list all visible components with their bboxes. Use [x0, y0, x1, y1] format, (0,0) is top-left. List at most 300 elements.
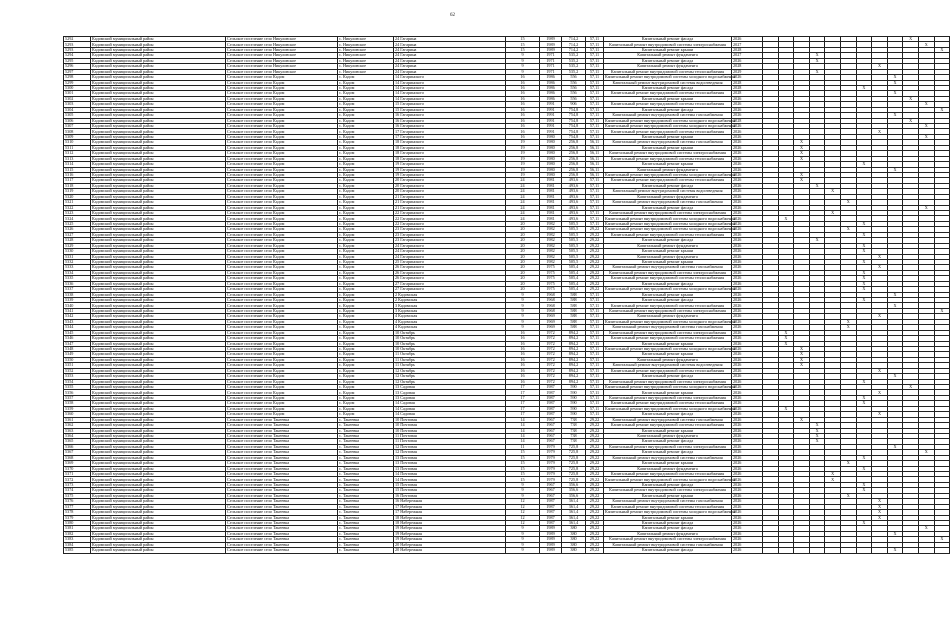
- rate-cell: 57,11: [586, 107, 604, 112]
- row-number: 5344: [64, 325, 91, 330]
- locality-cell: с. Танеевка: [338, 428, 394, 433]
- street-cell: 18 Гагаринского: [394, 145, 506, 150]
- total-area-cell: 256,8: [562, 156, 586, 161]
- total-area-cell: 361,4: [562, 504, 586, 509]
- rate-cell: 29,22: [586, 526, 604, 531]
- mark-cell: X: [856, 287, 872, 292]
- rate-cell: 29,22: [586, 548, 604, 553]
- rate-cell: 29,22: [586, 477, 604, 482]
- locality-cell: с. Кадом: [338, 107, 394, 112]
- mark-cell: X: [918, 526, 934, 531]
- locality-cell: с. Кадом: [338, 145, 394, 150]
- street-cell: 20 Гагаринского: [394, 189, 506, 194]
- row-number: 5320: [64, 194, 91, 199]
- row-number: 5334: [64, 270, 91, 275]
- street-cell: 14 Садовая: [394, 401, 506, 406]
- district-cell: Кадомский муниципальный район: [91, 124, 226, 129]
- settlement-cell: Сельское поселение село Танеевка: [226, 433, 338, 438]
- plan-year-cell: 2026: [732, 75, 763, 80]
- plan-year-cell: 2026: [732, 406, 763, 411]
- work-type-cell: Капитальный ремонт крыши: [604, 47, 732, 52]
- plan-year-cell: 2026: [732, 178, 763, 183]
- street-cell: 19 Набережная: [394, 531, 506, 536]
- street-cell: 2 Кадомская: [394, 292, 506, 297]
- work-type-cell: Капитальный ремонт внутридомовой системы электроснабжения: [604, 379, 732, 384]
- row-number: 5316: [64, 172, 91, 177]
- rate-cell: 29,22: [586, 542, 604, 547]
- plan-year-cell: 2026: [732, 183, 763, 188]
- plan-year-cell: 2026: [732, 243, 763, 248]
- district-cell: Кадомский муниципальный район: [91, 75, 226, 80]
- street-cell: 24 Гагарина: [394, 58, 506, 63]
- street-cell: 26 Гагаринского: [394, 270, 506, 275]
- year-cell: 1982: [540, 221, 562, 226]
- plan-year-cell: 2026: [732, 488, 763, 493]
- settlement-cell: Сельское поселение село Кадом: [226, 243, 338, 248]
- mark-cell: X: [778, 406, 794, 411]
- mark-cell: X: [872, 510, 888, 515]
- district-cell: Кадомский муниципальный район: [91, 205, 226, 210]
- rate-cell: 57,11: [586, 336, 604, 341]
- area-cell: 24: [506, 189, 540, 194]
- work-type-cell: Капитальный ремонт фасада: [604, 205, 732, 210]
- row-number: 5384: [64, 542, 91, 547]
- plan-year-cell: 2026: [732, 281, 763, 286]
- street-cell: 14 Почтовая: [394, 472, 506, 477]
- rate-cell: 29,22: [586, 232, 604, 237]
- street-cell: 15 Гагаринского: [394, 107, 506, 112]
- year-cell: 1991: [540, 124, 562, 129]
- work-type-cell: Капитальный ремонт фундамента: [604, 466, 732, 471]
- work-type-cell: Капитальный ремонт фасада: [604, 412, 732, 417]
- work-type-cell: Капитальный ремонт внутридомовой системы электроснабжения: [604, 308, 732, 313]
- work-type-cell: Капитальный ремонт внутридомовой системы электроснабжения: [604, 488, 732, 493]
- area-cell: 24: [506, 205, 540, 210]
- rate-cell: 29,22: [586, 504, 604, 509]
- total-area-cell: 588: [562, 303, 586, 308]
- rate-cell: 29,22: [586, 537, 604, 542]
- district-cell: Кадомский муниципальный район: [91, 346, 226, 351]
- total-area-cell: 361,4: [562, 510, 586, 515]
- plan-year-cell: 2026: [732, 211, 763, 216]
- settlement-cell: Сельское поселение село Кадом: [226, 406, 338, 411]
- mark-cell: [840, 548, 856, 553]
- settlement-cell: Сельское поселение село Кадом: [226, 390, 338, 395]
- area-cell: 20: [506, 238, 540, 243]
- total-area-cell: 356,6: [562, 488, 586, 493]
- year-cell: 1982: [540, 259, 562, 264]
- total-area-cell: 493,6: [562, 194, 586, 199]
- locality-cell: с. Кадом: [338, 276, 394, 281]
- district-cell: Кадомский муниципальный район: [91, 401, 226, 406]
- street-cell: 10 Октябрь: [394, 346, 506, 351]
- rate-cell: 29,22: [586, 270, 604, 275]
- year-cell: 1972: [540, 346, 562, 351]
- settlement-cell: Сельское поселение село Кадом: [226, 325, 338, 330]
- plan-year-cell: 2026: [732, 472, 763, 477]
- district-cell: Кадомский муниципальный район: [91, 488, 226, 493]
- row-number: 5302: [64, 96, 91, 101]
- mark-cell: X: [856, 85, 872, 90]
- street-cell: 24 Гагарина: [394, 47, 506, 52]
- street-cell: 24 Гагаринского: [394, 243, 506, 248]
- plan-year-cell: 2026: [732, 390, 763, 395]
- total-area-cell: 894,2: [562, 357, 586, 362]
- settlement-cell: Сельское поселение село Кадом: [226, 303, 338, 308]
- mark-cell: [934, 548, 950, 553]
- locality-cell: с. Кадом: [338, 189, 394, 194]
- work-type-cell: Капитальный ремонт внутридомовой системы холодного водоснабжения: [605, 74, 736, 80]
- work-type-cell: Капитальный ремонт внутридомовой системы холодного водоснабжения: [605, 384, 736, 390]
- area-cell: 12: [506, 504, 540, 509]
- plan-year-cell: 2026: [732, 433, 763, 438]
- mark-cell: X: [856, 395, 872, 400]
- total-area-cell: 725,8: [562, 450, 586, 455]
- year-cell: 1981: [540, 211, 562, 216]
- year-cell: 1975: [540, 270, 562, 275]
- locality-cell: с. Кадом: [338, 211, 394, 216]
- district-cell: Кадомский муниципальный район: [91, 64, 226, 69]
- district-cell: Кадомский муниципальный район: [91, 520, 226, 525]
- plan-year-cell: 2026: [732, 537, 763, 542]
- work-type-cell: Капитальный ремонт крыши: [604, 515, 732, 520]
- settlement-cell: Сельское поселение село Кадом: [226, 75, 338, 80]
- work-type-cell: Капитальный ремонт крыши: [604, 96, 732, 101]
- locality-cell: с. Кадом: [338, 406, 394, 411]
- locality-cell: с. Кадом: [338, 265, 394, 270]
- locality-cell: с. Танеевка: [338, 455, 394, 460]
- district-cell: Кадомский муниципальный район: [91, 178, 226, 183]
- area-cell: 16: [506, 129, 540, 134]
- street-cell: 19 Набережная: [394, 537, 506, 542]
- total-area-cell: 754,8: [562, 129, 586, 134]
- work-type-cell: Капитальный ремонт фасада: [604, 520, 732, 525]
- mark-cell: X: [856, 232, 872, 237]
- table-body: [64, 37, 950, 554]
- mark-cell: X: [809, 53, 825, 58]
- mark-cell: X: [887, 444, 903, 449]
- area-cell: 15: [506, 461, 540, 466]
- total-area-cell: 361,4: [562, 515, 586, 520]
- total-area-cell: 361,4: [562, 499, 586, 504]
- settlement-cell: Сельское поселение село Танеевка: [226, 428, 338, 433]
- rate-cell: 29,22: [586, 276, 604, 281]
- total-area-cell: 714,2: [562, 42, 586, 47]
- locality-cell: с. Никуловское: [338, 64, 394, 69]
- district-cell: Кадомский муниципальный район: [91, 172, 226, 177]
- total-area-cell: 493,6: [562, 200, 586, 205]
- area-cell: 20: [506, 270, 540, 275]
- year-cell: 1968: [540, 298, 562, 303]
- mark-cell: X: [856, 455, 872, 460]
- locality-cell: с. Кадом: [338, 129, 394, 134]
- district-cell: Кадомский муниципальный район: [91, 69, 226, 74]
- mark-cell: X: [856, 520, 872, 525]
- settlement-cell: Сельское поселение село Кадом: [226, 172, 338, 177]
- area-cell: 16: [506, 96, 540, 101]
- district-cell: Кадомский муниципальный район: [91, 368, 226, 373]
- district-cell: Кадомский муниципальный район: [91, 325, 226, 330]
- row-number: 5362: [64, 423, 91, 428]
- work-type-cell: Капитальный ремонт фундамента: [604, 243, 732, 248]
- area-cell: 17: [506, 395, 540, 400]
- settlement-cell: Сельское поселение село Кадом: [226, 140, 338, 145]
- locality-cell: с. Кадом: [338, 172, 394, 177]
- mark-cell: X: [872, 254, 888, 259]
- district-cell: Кадомский муниципальный район: [91, 406, 226, 411]
- plan-year-cell: 2026: [732, 428, 763, 433]
- street-cell: 10 Почтовая: [394, 423, 506, 428]
- mark-cell: X: [872, 129, 888, 134]
- area-cell: 16: [506, 357, 540, 362]
- row-number: 5326: [64, 227, 91, 232]
- total-area-cell: 493,6: [562, 189, 586, 194]
- row-number: 5350: [64, 357, 91, 362]
- area-cell: 12: [506, 499, 540, 504]
- area-cell: 16: [506, 102, 540, 107]
- locality-cell: с. Кадом: [338, 80, 394, 85]
- plan-year-cell: 2026: [732, 189, 763, 194]
- year-cell: 1967: [540, 482, 562, 487]
- year-cell: 1989: [540, 47, 562, 52]
- district-cell: Кадомский муниципальный район: [91, 194, 226, 199]
- district-cell: Кадомский муниципальный район: [91, 412, 226, 417]
- work-type-cell: Капитальный ремонт внутридомовой системы теплоснабжения: [604, 232, 732, 237]
- street-cell: 4 Кадомская: [394, 319, 506, 324]
- area-cell: 14: [506, 433, 540, 438]
- work-type-cell: Капитальный ремонт внутридомовой системы водоотведения: [604, 363, 732, 368]
- plan-year-cell: 2026: [732, 346, 763, 351]
- settlement-cell: Сельское поселение село Кадом: [226, 270, 338, 275]
- work-type-cell: Капитальный ремонт фундамента: [604, 64, 732, 69]
- work-type-cell: Капитальный ремонт внутридомовой системы холодного водоснабжения: [605, 226, 736, 232]
- work-type-cell: Капитальный ремонт внутридомовой системы теплоснабжения: [604, 129, 732, 134]
- plan-year-cell: 2026: [732, 314, 763, 319]
- plan-year-cell: 2026: [732, 292, 763, 297]
- district-cell: Кадомский муниципальный район: [91, 162, 226, 167]
- district-cell: Кадомский муниципальный район: [91, 232, 226, 237]
- total-area-cell: 894,2: [562, 330, 586, 335]
- settlement-cell: Сельское поселение село Кадом: [226, 134, 338, 139]
- total-area-cell: 256,8: [562, 167, 586, 172]
- district-cell: Кадомский муниципальный район: [91, 298, 226, 303]
- district-cell: Кадомский муниципальный район: [91, 352, 226, 357]
- settlement-cell: Сельское поселение село Кадом: [226, 249, 338, 254]
- mark-cell: X: [872, 515, 888, 520]
- settlement-cell: Сельское поселение село Кадом: [226, 80, 338, 85]
- row-number: 5312: [64, 151, 91, 156]
- year-cell: 1975: [540, 276, 562, 281]
- locality-cell: с. Кадом: [338, 194, 394, 199]
- area-cell: 24: [506, 178, 540, 183]
- street-cell: 20 Гагаринского: [394, 183, 506, 188]
- area-cell: 9: [506, 482, 540, 487]
- rate-cell: 29,22: [586, 439, 604, 444]
- settlement-cell: Сельское поселение село Кадом: [226, 287, 338, 292]
- settlement-cell: Сельское поселение село Кадом: [226, 118, 338, 123]
- year-cell: 1972: [540, 368, 562, 373]
- plan-year-cell: 2026: [732, 200, 763, 205]
- rate-cell: 57,11: [586, 211, 604, 216]
- mark-cell: X: [918, 102, 934, 107]
- street-cell: 24 Гагаринского: [394, 249, 506, 254]
- area-cell: 19: [506, 140, 540, 145]
- area-cell: 24: [506, 216, 540, 221]
- year-cell: 1979: [540, 466, 562, 471]
- row-number: 5298: [64, 75, 91, 80]
- plan-year-cell: 2026: [732, 542, 763, 547]
- year-cell: 1989: [540, 537, 562, 542]
- mark-cell: X: [856, 466, 872, 471]
- total-area-cell: 556: [562, 85, 586, 90]
- locality-cell: с. Танеевка: [338, 542, 394, 547]
- district-cell: Кадомский муниципальный район: [91, 80, 226, 85]
- total-area-cell: 356,6: [562, 493, 586, 498]
- rate-cell: 57,11: [586, 357, 604, 362]
- work-type-cell: Капитальный ремонт внутридомовой системы теплоснабжения: [604, 91, 732, 96]
- total-area-cell: 588: [562, 298, 586, 303]
- work-type-cell: Капитальный ремонт крыши: [604, 134, 732, 139]
- row-number: 5345: [64, 330, 91, 335]
- rate-cell: 29,22: [586, 510, 604, 515]
- total-area-cell: 754,8: [562, 134, 586, 139]
- year-cell: 1991: [540, 102, 562, 107]
- rate-cell: 29,22: [586, 428, 604, 433]
- plan-year-cell: 2028: [732, 85, 763, 90]
- area-cell: 16: [506, 368, 540, 373]
- year-cell: 1975: [540, 287, 562, 292]
- total-area-cell: 894,2: [562, 346, 586, 351]
- plan-year-cell: 2026: [732, 254, 763, 259]
- settlement-cell: Сельское поселение село Танеевка: [226, 450, 338, 455]
- row-number: 5359: [64, 406, 91, 411]
- street-cell: 15 Гагаринского: [394, 102, 506, 107]
- locality-cell: с. Танеевка: [338, 488, 394, 493]
- row-number: 5367: [64, 450, 91, 455]
- area-cell: 19: [506, 151, 540, 156]
- area-cell: 16: [506, 124, 540, 129]
- total-area-cell: 493,6: [562, 178, 586, 183]
- mark-cell: X: [887, 303, 903, 308]
- total-area-cell: 505,4: [562, 265, 586, 270]
- total-area-cell: 535,2: [562, 64, 586, 69]
- work-type-cell: Капитальный ремонт внутридомовой системы теплоснабжения: [604, 156, 732, 161]
- work-type-cell: Капитальный ремонт внутридомовой системы газоснабжения: [604, 499, 732, 504]
- street-cell: 12 Октябрь: [394, 374, 506, 379]
- settlement-cell: Сельское поселение село Никуловское: [226, 53, 338, 58]
- rate-cell: 57,11: [586, 189, 604, 194]
- mark-cell: X: [856, 276, 872, 281]
- rate-cell: 57,11: [586, 47, 604, 52]
- district-cell: Кадомский муниципальный район: [91, 314, 226, 319]
- district-cell: Кадомский муниципальный район: [91, 379, 226, 384]
- mark-cell: [903, 548, 919, 553]
- area-cell: 24: [506, 211, 540, 216]
- locality-cell: с. Танеевка: [338, 461, 394, 466]
- locality-cell: с. Кадом: [338, 134, 394, 139]
- row-number: 5313: [64, 156, 91, 161]
- area-cell: 16: [506, 363, 540, 368]
- settlement-cell: Сельское поселение село Кадом: [226, 227, 338, 232]
- row-number: 5333: [64, 265, 91, 270]
- locality-cell: с. Кадом: [338, 113, 394, 118]
- plan-year-cell: 2026: [732, 58, 763, 63]
- district-cell: Кадомский муниципальный район: [91, 227, 226, 232]
- district-cell: Кадомский муниципальный район: [91, 308, 226, 313]
- settlement-cell: Сельское поселение село Кадом: [226, 124, 338, 129]
- total-area-cell: 725,8: [562, 461, 586, 466]
- locality-cell: с. Кадом: [338, 346, 394, 351]
- area-cell: 20: [506, 259, 540, 264]
- street-cell: 21 Гагаринского: [394, 200, 506, 205]
- settlement-cell: Сельское поселение село Кадом: [226, 314, 338, 319]
- street-cell: 12 Почтовая: [394, 450, 506, 455]
- locality-cell: с. Кадом: [338, 401, 394, 406]
- settlement-cell: Сельское поселение село Танеевка: [226, 504, 338, 509]
- year-cell: 1972: [540, 357, 562, 362]
- year-cell: 1980: [540, 140, 562, 145]
- mark-cell: X: [825, 189, 841, 194]
- row-number: 5321: [64, 200, 91, 205]
- year-cell: 1972: [540, 363, 562, 368]
- work-type-cell: Капитальный ремонт внутридомовой системы холодного водоснабжения: [605, 123, 736, 129]
- street-cell: 23 Гагаринского: [394, 238, 506, 243]
- plan-year-cell: 2029: [732, 69, 763, 74]
- row-number: 5353: [64, 374, 91, 379]
- district-cell: Кадомский муниципальный район: [91, 102, 226, 107]
- year-cell: 1971: [540, 64, 562, 69]
- row-number: 5380: [64, 520, 91, 525]
- work-type-cell: Капитальный ремонт фасада: [604, 37, 732, 42]
- year-cell: 1986: [540, 85, 562, 90]
- work-type-cell: Капитальный ремонт внутридомовой системы холодного водоснабжения: [605, 172, 736, 178]
- year-cell: 1979: [540, 444, 562, 449]
- plan-year-cell: 2026: [732, 379, 763, 384]
- plan-year-cell: 2026: [732, 124, 763, 129]
- year-cell: 1972: [540, 341, 562, 346]
- locality-cell: с. Никуловское: [338, 58, 394, 63]
- mark-cell: X: [856, 270, 872, 275]
- locality-cell: с. Кадом: [338, 221, 394, 226]
- year-cell: 1979: [540, 450, 562, 455]
- row-number: 5373: [64, 482, 91, 487]
- year-cell: 1991: [540, 113, 562, 118]
- area-cell: 20: [506, 265, 540, 270]
- rate-cell: 57,11: [586, 183, 604, 188]
- plan-year-cell: 2026: [732, 357, 763, 362]
- district-cell: Кадомский муниципальный район: [91, 504, 226, 509]
- work-type-cell: Капитальный ремонт внутридомовой системы электроснабжения: [604, 444, 732, 449]
- street-cell: 11 Почтовая: [394, 433, 506, 438]
- total-area-cell: 356,6: [562, 482, 586, 487]
- area-cell: 24: [506, 183, 540, 188]
- district-cell: Кадомский муниципальный район: [91, 200, 226, 205]
- locality-cell: с. Кадом: [338, 85, 394, 90]
- year-cell: 1987: [540, 401, 562, 406]
- rate-cell: 29,22: [586, 461, 604, 466]
- year-cell: 1981: [540, 205, 562, 210]
- year-cell: 1981: [540, 178, 562, 183]
- street-cell: 13 Садовая: [394, 385, 506, 390]
- plan-year-cell: 2026: [732, 227, 763, 232]
- locality-cell: с. Танеевка: [338, 526, 394, 531]
- mark-cell: X: [778, 216, 794, 221]
- district-cell: Кадомский муниципальный район: [91, 477, 226, 482]
- year-cell: 1981: [540, 183, 562, 188]
- locality-cell: с. Кадом: [338, 183, 394, 188]
- street-cell: 24 Гагарина: [394, 53, 506, 58]
- plan-year-cell: 2026: [732, 336, 763, 341]
